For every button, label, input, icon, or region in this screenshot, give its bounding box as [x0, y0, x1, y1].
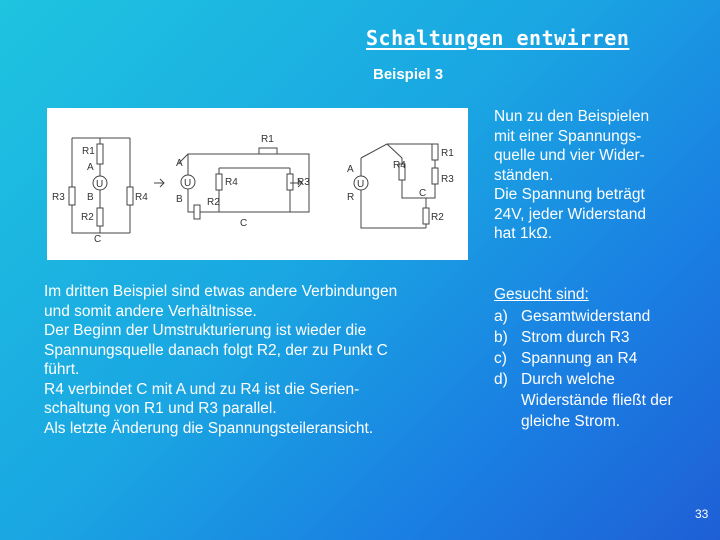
description-line: Spannungsquelle danach folgt R2, der zu Punkt C: [44, 341, 388, 359]
c1-label-r3: R3: [52, 192, 65, 203]
c1-label-r1: R1: [82, 146, 95, 157]
questions-list: [494, 306, 704, 432]
c2-r3-resistor: [287, 174, 293, 190]
question-text: Durch welche Widerstände fließt der gleiche Strom.: [521, 371, 673, 430]
given-line: Nun zu den Beispielen: [494, 108, 650, 125]
c2-label-r4: R4: [225, 177, 238, 188]
question-marker: a): [494, 308, 508, 325]
description-line: R4 verbindet C mit A und zu R4 ist die Serien-: [44, 380, 360, 398]
question-item: [494, 327, 704, 348]
c1-label-a: A: [87, 162, 94, 173]
question-item: [494, 348, 704, 369]
description-line: und somit andere Verhältnisse.: [44, 302, 257, 320]
description-line: Der Beginn der Umstrukturierung ist wieder die: [44, 322, 367, 339]
description-line: führt.: [44, 361, 80, 378]
arrow-1: [154, 179, 164, 187]
c1-r4-resistor: [127, 187, 133, 205]
given-line: hat 1kΩ.: [494, 225, 553, 242]
given-line: ständen.: [494, 166, 554, 184]
c3-label-r1: R1: [441, 148, 454, 159]
c1-r2-resistor: [97, 208, 103, 226]
question-text: Spannung an R4: [521, 350, 638, 367]
c1-label-c: C: [94, 234, 102, 245]
c2-label-b: B: [176, 194, 183, 205]
c1-r3-resistor: [69, 187, 75, 205]
c1-r1-resistor: [97, 144, 103, 164]
description-line: Als letzte Änderung die Spannungsteileransicht.: [44, 419, 374, 437]
c2-r4-resistor: [216, 174, 222, 190]
given-line: 24V, jeder Widerstand: [494, 205, 646, 223]
circuit-svg: [47, 108, 468, 260]
c3-label-c: C: [419, 188, 427, 199]
c3-label-r2: R2: [431, 212, 444, 223]
given-line: Die Spannung beträgt: [494, 186, 645, 203]
circuit-diagram: [47, 108, 468, 260]
question-item: [494, 369, 704, 432]
question-marker: d): [494, 371, 508, 388]
c3-r2-resistor: [423, 208, 429, 224]
description-line: schaltung von R1 und R3 parallel.: [44, 400, 277, 417]
c2-label-r2: R2: [207, 197, 220, 208]
c3-label-a: A: [347, 164, 354, 175]
c3-label-r4: R4: [393, 160, 406, 171]
c2-r1-resistor: [259, 148, 277, 154]
c1-label-r4: R4: [135, 192, 148, 203]
page-number: 33: [695, 507, 709, 521]
c3-wires: [361, 144, 435, 228]
question-marker: c): [494, 350, 507, 367]
c3-label-r3: R3: [441, 174, 454, 185]
question-text: Strom durch R3: [521, 329, 630, 346]
c3-r3-resistor: [432, 168, 438, 184]
question-marker: b): [494, 329, 508, 346]
c3-label-r: R: [347, 192, 355, 203]
c2-label-r3: R3: [297, 177, 310, 188]
slide-subtitle: Beispiel 3: [373, 66, 444, 83]
description-line: Im dritten Beispiel sind etwas andere Verbindungen: [44, 283, 398, 300]
c1-label-b: B: [87, 192, 94, 203]
question-text: Gesamtwiderstand: [521, 308, 651, 325]
c2-label-r1: R1: [261, 134, 274, 145]
questions-title: Gesucht sind:: [494, 286, 589, 303]
c2-label-u: U: [184, 178, 192, 189]
slide-title: Schaltungen entwirren: [366, 26, 630, 50]
c2-wires: [179, 154, 309, 212]
question-item: [494, 306, 704, 327]
given-text: [494, 107, 694, 244]
given-line: mit einer Spannungs-: [494, 127, 642, 145]
c3-label-u: U: [357, 179, 365, 190]
given-line: quelle und vier Wider-: [494, 147, 645, 164]
c2-r2-resistor: [194, 205, 200, 219]
c2-label-a: A: [176, 158, 183, 169]
c1-label-r2: R2: [81, 212, 94, 223]
c3-r1-resistor: [432, 144, 438, 160]
c1-label-u: U: [96, 179, 104, 190]
description-text: [44, 282, 484, 438]
c2-label-c: C: [240, 218, 248, 229]
